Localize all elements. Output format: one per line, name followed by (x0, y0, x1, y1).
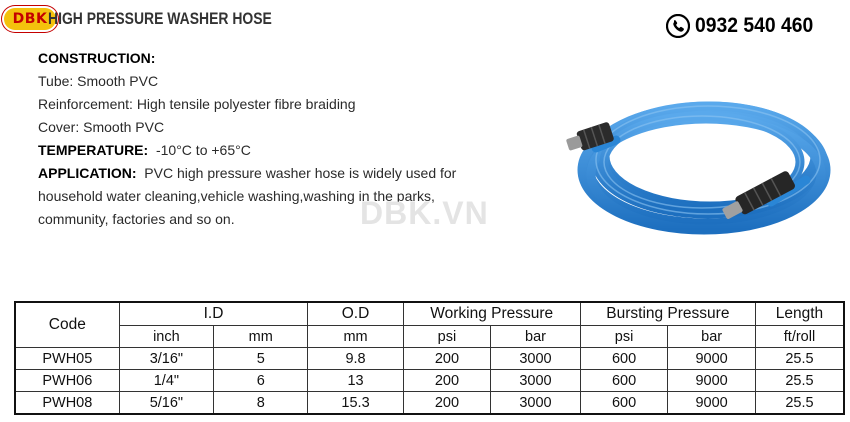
cell-bp-psi: 600 (580, 392, 667, 415)
cell-length: 25.5 (755, 370, 844, 392)
cell-code: PWH06 (15, 370, 119, 392)
cell-bp-bar: 9000 (668, 348, 756, 370)
table-row (15, 392, 844, 415)
table-header-row (15, 302, 844, 326)
cell-length: 25.5 (755, 392, 844, 415)
cell-bp-bar: 9000 (668, 370, 756, 392)
cell-code: PWH08 (15, 392, 119, 415)
cell-wp-psi: 200 (403, 392, 490, 415)
construction-tube: Tube: Smooth PVC (38, 73, 159, 89)
cell-od-mm: 9.8 (308, 348, 403, 370)
header-working-pressure: Working Pressure (403, 302, 580, 326)
cell-wp-psi: 200 (403, 370, 490, 392)
cell-wp-bar: 3000 (491, 348, 581, 370)
unit-bp-bar: bar (668, 326, 756, 348)
cell-od-mm: 13 (308, 370, 403, 392)
cell-wp-bar: 3000 (491, 370, 581, 392)
construction-cover: Cover: Smooth PVC (38, 119, 165, 135)
cell-length: 25.5 (755, 348, 844, 370)
spec-table (14, 301, 845, 415)
unit-length: ft/roll (755, 326, 844, 348)
cell-bp-psi: 600 (580, 370, 667, 392)
cell-id-mm: 8 (214, 392, 308, 415)
cell-code: PWH05 (15, 348, 119, 370)
unit-wp-psi: psi (403, 326, 490, 348)
table-row (15, 348, 844, 370)
application-label: APPLICATION: (38, 165, 137, 181)
watermark: DBK.VN (360, 195, 489, 231)
cell-wp-bar: 3000 (491, 392, 581, 415)
unit-bp-psi: psi (580, 326, 667, 348)
header-code: Code (15, 302, 119, 348)
cell-wp-psi: 200 (403, 348, 490, 370)
phone-icon (666, 14, 690, 38)
cell-bp-psi: 600 (580, 348, 667, 370)
table-unit-row (15, 326, 844, 348)
cell-id-mm: 6 (214, 370, 308, 392)
unit-id-inch: inch (119, 326, 213, 348)
cell-od-mm: 15.3 (308, 392, 403, 415)
table-row (15, 370, 844, 392)
hose-image (556, 70, 846, 260)
logo-text: DBK (12, 11, 48, 27)
application-text: PVC high pressure washer hose is widely used for household water cleaning,vehicle washing,washing in the parks, community, factories and so on. (38, 165, 457, 227)
cell-bp-bar: 9000 (668, 392, 756, 415)
header-bursting-pressure: Bursting Pressure (580, 302, 755, 326)
unit-od-mm: mm (308, 326, 403, 348)
cell-id-inch: 3/16" (119, 348, 213, 370)
cell-id-inch: 5/16" (119, 392, 213, 415)
phone-number: 0932 540 460 (695, 14, 814, 37)
header-id: I.D (119, 302, 308, 326)
header-length: Length (755, 302, 844, 326)
cell-id-mm: 5 (214, 348, 308, 370)
temperature-label: TEMPERATURE: (38, 142, 149, 158)
header-od: O.D (308, 302, 403, 326)
temperature-line (38, 139, 508, 162)
construction-heading: CONSTRUCTION: (38, 50, 156, 66)
temperature-value: -10°C to +65°C (155, 142, 251, 158)
cell-id-inch: 1/4" (119, 370, 213, 392)
unit-wp-bar: bar (491, 326, 581, 348)
unit-id-mm: mm (214, 326, 308, 348)
construction-reinforcement: Reinforcement: High tensile polyester fibre braiding (38, 96, 356, 112)
phone-contact[interactable] (666, 14, 823, 38)
page-title: HIGH PRESSURE WASHER HOSE (48, 9, 272, 28)
